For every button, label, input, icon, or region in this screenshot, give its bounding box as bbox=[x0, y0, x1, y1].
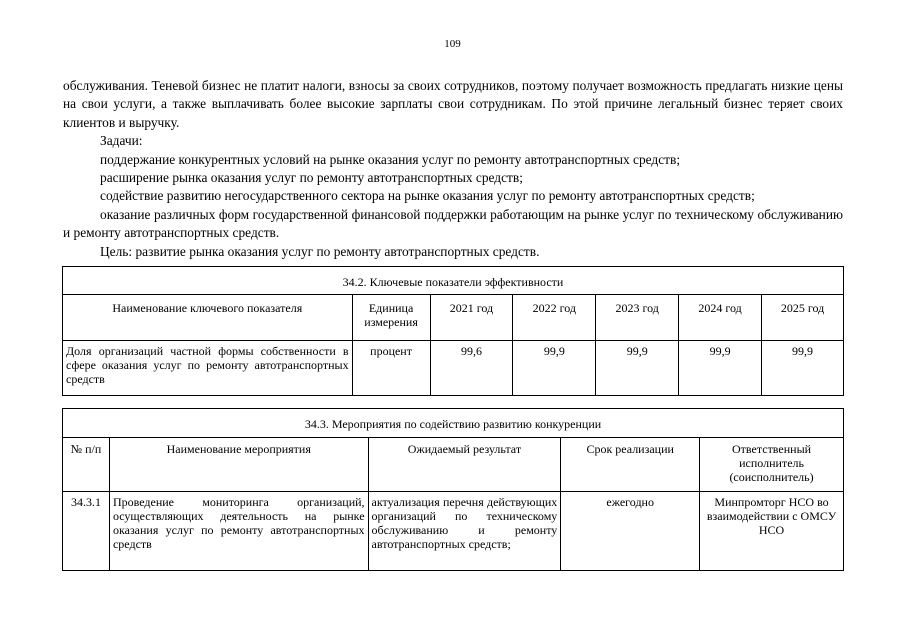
kpi-table-caption: 34.2. Ключевые показатели эффективности bbox=[63, 267, 844, 295]
paragraph-task-1: поддержание конкурентных условий на рынке оказания услуг по ремонту автотранспортных средств; bbox=[100, 151, 681, 167]
kpi-cell-name: Доля организаций частной формы собственности в сфере оказания услуг по ремонту автотранспортных средств bbox=[63, 341, 353, 396]
table-row bbox=[63, 492, 844, 571]
kpi-header-name: Наименование ключевого показателя bbox=[63, 295, 353, 341]
kpi-header-unit: Единица измерения bbox=[352, 295, 430, 341]
events-header-num: № п/п bbox=[63, 438, 110, 492]
events-table bbox=[62, 408, 844, 571]
kpi-cell-2022: 99,9 bbox=[513, 341, 596, 396]
kpi-header-2025: 2025 год bbox=[762, 295, 844, 341]
page-number: 109 bbox=[444, 38, 461, 50]
paragraph-goal: Цель: развитие рынка оказания услуг по ремонту автотранспортных средств. bbox=[100, 243, 540, 259]
kpi-header-2022: 2022 год bbox=[513, 295, 596, 341]
body-text bbox=[63, 77, 843, 261]
paragraph-tasks-heading: Задачи: bbox=[100, 133, 143, 149]
kpi-cell-2021: 99,6 bbox=[430, 341, 513, 396]
kpi-cell-2024: 99,9 bbox=[679, 341, 762, 396]
kpi-cell-unit: процент bbox=[352, 341, 430, 396]
events-header-term: Срок реализации bbox=[561, 438, 700, 492]
kpi-header-2021: 2021 год bbox=[430, 295, 513, 341]
paragraph-task-2: расширение рынка оказания услуг по ремонту автотранспортных средств; bbox=[100, 170, 523, 186]
events-header-result: Ожидаемый результат bbox=[368, 438, 561, 492]
events-cell-term: ежегодно bbox=[561, 492, 700, 571]
paragraph-task-3: содействие развитию негосударственного сектора на рынке оказания услуг по ремонту автотранспортных средств; bbox=[100, 188, 755, 204]
events-header-name: Наименование мероприятия bbox=[109, 438, 368, 492]
paragraph-task-4: оказание различных форм государственной финансовой поддержки работающим на рынке услуг по техническому обслуживанию и ремонту автотранспортных средств. bbox=[63, 206, 843, 241]
events-cell-num: 34.3.1 bbox=[63, 492, 110, 571]
events-header-responsible: Ответственный исполнитель (соисполнитель) bbox=[700, 438, 844, 492]
kpi-cell-2023: 99,9 bbox=[596, 341, 679, 396]
kpi-header-2023: 2023 год bbox=[596, 295, 679, 341]
events-table-caption: 34.3. Мероприятия по содействию развитию конкуренции bbox=[63, 409, 844, 438]
kpi-header-2024: 2024 год bbox=[679, 295, 762, 341]
events-cell-name: Проведение мониторинга организаций, осуществляющих деятельность на рынке оказания услуг по ремонту автотранспортных средств bbox=[109, 492, 368, 571]
kpi-table bbox=[62, 266, 844, 396]
kpi-cell-2025: 99,9 bbox=[762, 341, 844, 396]
events-cell-responsible: Минпромторг НСО во взаимодействии с ОМСУ НСО bbox=[700, 492, 844, 571]
table-row bbox=[63, 341, 844, 396]
paragraph-shadow-business: обслуживания. Теневой бизнес не платит налоги, взносы за своих сотрудников, поэтому получает возможность предлагать низкие цены на свои услуги, а также выплачивать более высокие зарплаты свои сотрудникам. По этой причине легальный бизнес теряет своих клиентов и выручку. bbox=[63, 78, 843, 130]
events-cell-result: актуализация перечня действующих организаций по техническому обслуживанию и ремонту автотранспортных средств; bbox=[368, 492, 561, 571]
